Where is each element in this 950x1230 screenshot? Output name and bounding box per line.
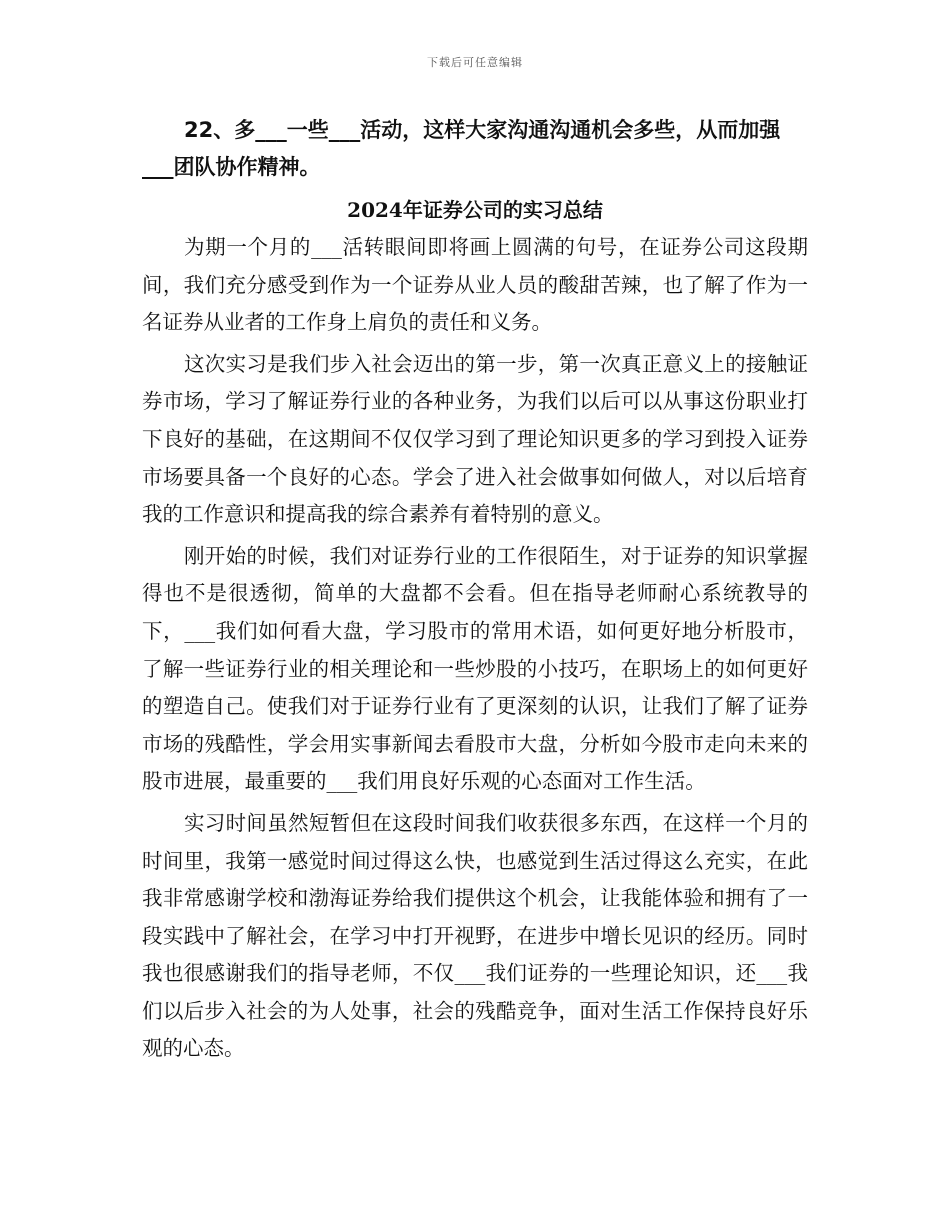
- page-header-note: 下载后可任意编辑: [427, 56, 523, 69]
- paragraph-intro: 为期一个月的___活转眼间即将画上圆满的句号，在证券公司这段期间，我们充分感受到作为一个证券从业人员的酸甜苦辣，也了解了作为一名证券从业者的工作身上肩负的责任和义务。: [142, 235, 808, 335]
- lead-item: 22、多___一些___活动，这样大家沟通沟通机会多些，从而加强___团队协作精神。: [142, 118, 781, 179]
- document-title: 2024年证券公司的实习总结: [347, 198, 603, 222]
- paragraph-gratitude: 实习时间虽然短暂但在这段时间我们收获很多东西，在这样一个月的时间里，我第一感觉时间过得这么快，也感觉到生活过得这么充实，在此我非常感谢学校和渤海证券给我们提供这个机会，让我能体验和拥有了一段实践中了解社会，在学习中打开视野，在进步中增长见识的经历。同时我也很感谢我们的指导老师，不仅___我们证券的一些理论知识，还___我们以后步入社会的为人处事，社会的残酷竞争，面对生活工作保持良好乐观的心态。: [142, 810, 808, 1061]
- paragraph-beginning: 刚开始的时候，我们对证券行业的工作很陌生，对于证券的知识掌握得也不是很透彻，简单的大盘都不会看。但在指导老师耐心系统教导的下，___我们如何看大盘，学习股市的常用术语，如何更好地分析股市，了解一些证券行业的相关理论和一些炒股的小技巧，在职场上的如何更好的塑造自己。使我们对于证券行业有了更深刻的认识，让我们了解了证券市场的残酷性，学会用实事新闻去看股市大盘，分析如今股市走向未来的股市进展，最重要的___我们用良好乐观的心态面对工作生活。: [142, 543, 808, 794]
- paragraph-first-step: 这次实习是我们步入社会迈出的第一步，第一次真正意义上的接触证券市场，学习了解证券行业的各种业务，为我们以后可以从事这份职业打下良好的基础，在这期间不仅仅学习到了理论知识更多的学习到投入证券市场要具备一个良好的心态。学会了进入社会做事如何做人，对以后培育我的工作意识和提高我的综合素养有着特别的意义。: [142, 351, 808, 527]
- document-body: [142, 112, 808, 1072]
